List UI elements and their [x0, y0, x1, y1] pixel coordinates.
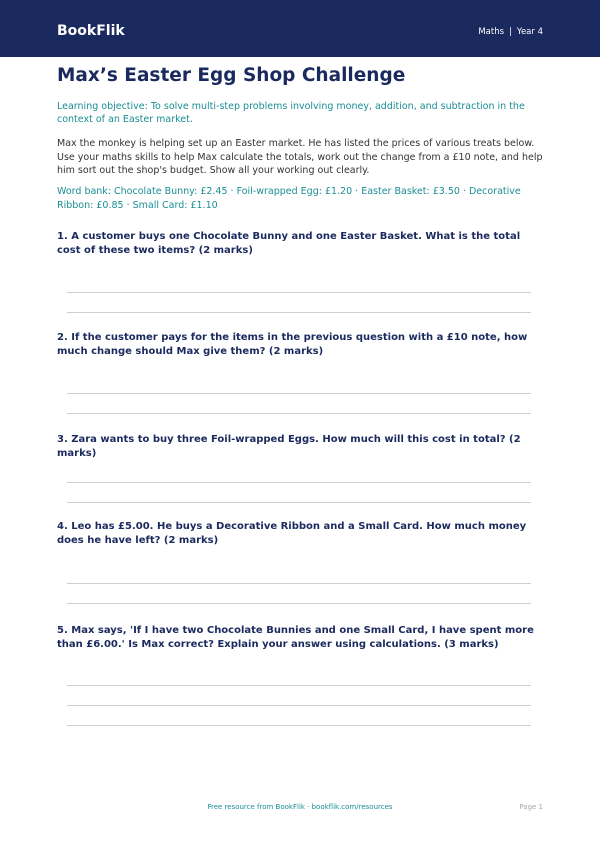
answer-line[interactable] [67, 583, 531, 584]
year-label: Year 4 [516, 27, 543, 37]
question-2: 2. If the customer pays for the items in the previous question with a £10 note, how much change should Max give them? (2 marks) [57, 332, 528, 357]
answer-line[interactable] [67, 685, 531, 686]
brand-logo-text: BookFlik [57, 23, 125, 39]
worksheet-title: Max’s Easter Egg Shop Challenge [57, 65, 406, 86]
answer-line[interactable] [67, 705, 531, 706]
question-1: 1. A customer buys one Chocolate Bunny and one Easter Basket. What is the total cost of these two items? (2 marks) [57, 231, 521, 256]
footer-credit: Free resource from BookFlik · bookflik.com/resources [207, 803, 393, 811]
learning-objective: Learning objective: To solve multi-step problems involving money, addition, and subtraction in the context of an Easter market. [57, 101, 525, 125]
answer-line[interactable] [67, 413, 531, 414]
answer-line[interactable] [67, 502, 531, 503]
answer-line[interactable] [67, 312, 531, 313]
subject-label: Maths [478, 27, 505, 37]
header-bar [0, 0, 600, 57]
answer-line[interactable] [67, 393, 531, 394]
answer-line[interactable] [67, 292, 531, 293]
intro-paragraph: Max the monkey is helping set up an Easter market. He has listed the prices of various treats below. Use your maths skills to help Max calculate the totals, work out the change from a £10 note, and help him sort out the shop's budget. Show all your working out clearly. [57, 138, 543, 176]
question-3: 3. Zara wants to buy three Foil-wrapped Eggs. How much will this cost in total? (2 marks) [57, 434, 521, 459]
header-separator: | [509, 27, 512, 37]
question-4: 4. Leo has £5.00. He buys a Decorative Ribbon and a Small Card. How much money does he have left? (2 marks) [57, 521, 527, 546]
question-5: 5. Max says, 'If I have two Chocolate Bunnies and one Small Card, I have spent more than £6.00.' Is Max correct? Explain your answer using calculations. (3 marks) [57, 625, 534, 650]
word-bank: Word bank: Chocolate Bunny: £2.45 · Foil-wrapped Egg: £1.20 · Easter Basket: £3.50 · Decorative Ribbon: £0.85 · Small Card: £1.10 [57, 186, 521, 211]
answer-line[interactable] [67, 725, 531, 726]
answer-line[interactable] [67, 603, 531, 604]
page-number: Page 1 [519, 803, 543, 811]
subject-year-label [478, 26, 543, 38]
answer-line[interactable] [67, 482, 531, 483]
